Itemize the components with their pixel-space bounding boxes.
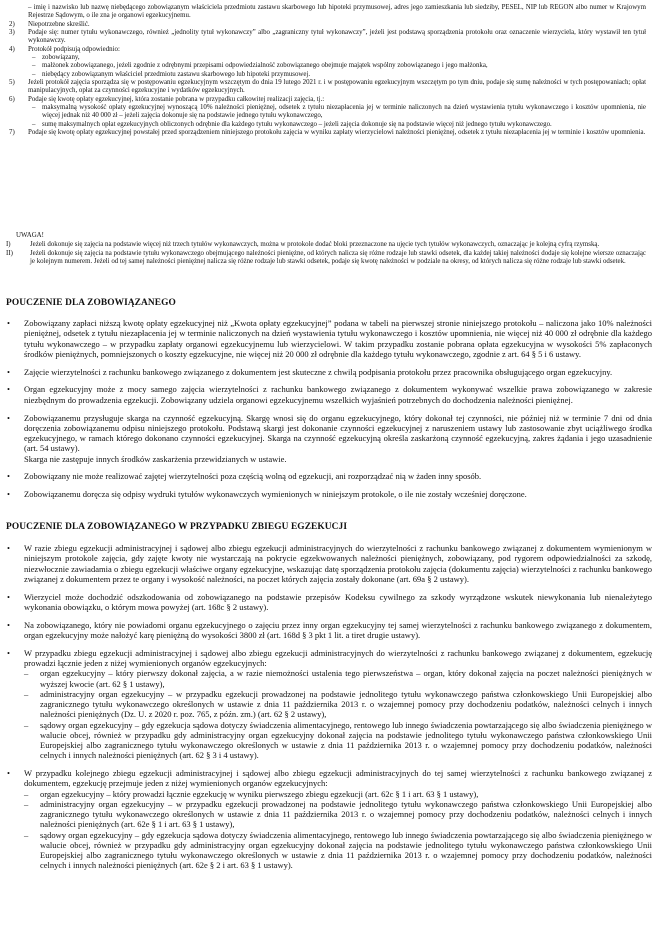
footnote-7 (6, 129, 646, 137)
paragraph: Na zobowiązanego, który nie powiadomi organu egzekucyjnego o zajęciu przez inny organ egzekucyjny tej samej wierzytelności z rachunku bankowego związanego z dokumentem, organ egzekucyjny może nałożyć karę pieniężną do wysokości 3800 zł (art. 168d § 3 pkt 1 lit. a tiret drugie ustawy). (24, 619, 652, 640)
footnote-2 (6, 21, 646, 29)
bullet-icon: • (7, 619, 10, 630)
footnote-number: 7) (9, 129, 15, 137)
concurrent-enforcement-list (6, 543, 652, 878)
notice-block (6, 232, 646, 266)
paragraph: Zobowiązanemu przysługuje skarga na czynność egzekucyjną. Skargę wnosi się do organu egzekucyjnego, który dokonał tej czynności, nie później niż w terminie 7 dni od dnia doręczenia zobowiązanemu odpisu niniejszego protokołu. Podstawą skargi jest dokonanie czynności egzekucyjnej z naruszeniem ustawy lub zastosowanie zbyt uciążliwego środka egzekucyjnego, w ramach którego dokonano czynności egzekucyjnej. Skarga na czynność egzekucyjną określa zaskarżoną czynność egzekucyjną, zakres żądania i jego uzasadnienie (art. 54 ustawy). (24, 412, 652, 454)
list-item (6, 384, 652, 405)
list-item (6, 592, 652, 613)
notice-heading: UWAGA! (16, 232, 44, 239)
footnote-1-cont (6, 4, 646, 21)
footnote-text: Niepotrzebne skreślić. (28, 20, 90, 28)
bullet-icon: • (7, 384, 10, 395)
footnote-dash-item: – zobowiązany, (32, 54, 80, 62)
paragraph: Skarga nie zastępuje innych środków zaskarżenia przewidzianych w ustawie. (24, 453, 287, 464)
paragraph: W razie zbiegu egzekucji administracyjnej i sądowej albo zbiegu egzekucji administracyjnych do wierzytelności z rachunku bankowego związanej z dokumentem wymienionym w niniejszym protokole zajęcia, gdy zajęte kwoty nie wystarczają na pokrycie egzekwowanych należności pieniężnych, zobowiązany, pod rygorem odpowiedzialności za szkodę, niezwłocznie zawiadamia o zbiegu egzekucji właściwe organy egzekucyjne, wskazując datę sporządzenia protokołu zajęcia (dokumentu zajęcia) wierzytelności z rachunku bankowego związanej z dokumentem przez te organy i wysokość należności, na poczet których zajęcia zostały dokonane (art. 69a § 2 ustawy). (24, 543, 652, 584)
footnote-3 (6, 29, 646, 46)
list-item (6, 543, 652, 584)
list-item (6, 413, 652, 464)
dash-item: – administracyjny organ egzekucyjny – w przypadku egzekucji prowadzonej na podstawie jednolitego tytułu wykonawczego państwa członkowskiego Unii Europejskiej albo zagranicznego tytułu wykonawczego określonych w ustawie z dnia 11 października 2013 r. o wzajemnej pomocy przy dochodzeniu podatków, należności celnych i innych należności pieniężnych (art. 62e § 1 i art. 63 § 1 ustawy), (24, 798, 652, 830)
paragraph: Wierzyciel może dochodzić odszkodowania od zobowiązanego na podstawie przepisów Kodeksu cywilnego za szkody wyrządzone wskutek niewykonania lub nienależytego wykonania obowiązku, o którym mowa powyżej (art. 168c § 2 ustawy). (24, 591, 652, 612)
footnote-5 (6, 79, 646, 96)
bullet-icon: • (7, 471, 10, 482)
dash-item: – administracyjny organ egzekucyjny – w przypadku egzekucji prowadzonej na podstawie jednolitego tytułu wykonawczego państwa członkowskiego Unii Europejskiej albo zagranicznego tytułu wykonawczego określonych w ustawie z dnia 11 października 2013 r. o wzajemnej pomocy przy dochodzeniu podatków, należności celnych i innych należności pieniężnych (Dz. U. z 2020 r. poz. 765, z późn. zm.) (art. 62 § 2 ustawy), (24, 688, 652, 720)
list-item (6, 318, 652, 359)
paragraph: Zobowiązany nie może realizować zajętej wierzytelności poza częścią wolną od egzekucji, ani rozporządzać nią w żaden inny sposób. (24, 471, 482, 482)
paragraph: Organ egzekucyjny może z mocy samego zajęcia wierzytelności z rachunku bankowego związanego z dokumentem wykonywać wszelkie prawa zobowiązanego w zakresie niezbędnym do prowadzenia egzekucji. Zobowiązany udziela organowi egzekucyjnemu wszelkich wyjaśnień potrzebnych do dochodzenia należności pieniężnej. (24, 384, 652, 405)
footnote-number: 2) (9, 20, 15, 28)
notice-number: I) (6, 241, 11, 249)
footnote-number: 5) (9, 79, 15, 87)
footnotes (6, 4, 646, 138)
instructions-list (6, 318, 652, 507)
list-item (6, 367, 652, 377)
footnote-number: 6) (9, 95, 15, 103)
notice-text: Jeżeli dokonuje się zajęcia na podstawie tytułu wykonawczego obejmującego należności pieniężne, od których nalicza się różne rodzaje lub stawki odsetek, dla każdej takiej należności dodaje się kolejne wiersze oznaczając je kolejnym numerem. Jeżeli od tej samej należności pieniężnej nalicza się różne rodzaje lub stawki odsetek, podaje się kwotę należności w podziale na okresy, od których nalicza się różne rodzaje lub stawki odsetek. (30, 249, 646, 265)
list-item (6, 471, 652, 481)
bullet-icon: • (7, 366, 10, 377)
footnote-text: Podaje się: numer tytułu wykonawczego, również „jednolity tytuł wykonawczy” albo „zagraniczny tytuł wykonawczy”, jeżeli jest podstawą sporządzenia protokołu oraz oznaczenie wierzyciela, który wystawił ten tytuł wykonawczy. (28, 29, 646, 45)
notice-number: II) (6, 249, 13, 257)
bullet-icon: • (7, 647, 10, 658)
paragraph: W przypadku zbiegu egzekucji administracyjnej i sądowej albo zbiegu egzekucji administracyjnych do wierzytelności z rachunku bankowego związanej z dokumentem, egzekucję prowadzi łącznie jeden z niżej wymienionych organów egzekucyjnych: (24, 647, 652, 669)
footnote-dash-item: – sumę maksymalnych opłat egzekucyjnych obliczonych odrębnie dla każdego tytułu wykonawczego – jeżeli zajęcia dokonuje się na podstawie więcej niż jednego tytułu wykonawczego. (32, 120, 552, 128)
paragraph: Zobowiązany zapłaci niższą kwotę opłaty egzekucyjnej niż „Kwota opłaty egzekucyjnej” podana w tabeli na pierwszej stronie niniejszego protokołu – naliczona jako 10% należności pieniężnej, odsetek z tytułu niezapłacenia jej w terminie naliczonych na dzień wystawienia tytułu wykonawczego i kosztów upomnienia, nie więcej niż 40 000 zł odrębnie dla każdego tytułu wykonawczego – w przypadku zapłaty organowi egzekucyjnemu lub wierzycielowi. W takim przypadku zostanie pobrana opłata egzekucyjna w wysokości 5% zapłaconych środków pieniężnych, pomniejszonych o koszty egzekucyjne, nie więcej niż 20 000 zł odrębnie dla każdego tytułu wykonawczego, zgodnie z art. 64 § 5 i 6 ustawy. (24, 318, 652, 359)
footnote-4 (6, 46, 646, 79)
footnote-text: Protokół podpisują odpowiednio: (28, 45, 120, 53)
bullet-icon: • (7, 543, 10, 553)
notice-item (6, 241, 646, 249)
paragraph: Zobowiązanemu doręcza się odpisy wydruki tytułów wykonawczych wymienionych w niniejszym protokole, o ile nie zostały wcześniej doręczone. (24, 489, 527, 500)
bullet-icon: • (7, 591, 10, 602)
list-item (6, 620, 652, 641)
footnote-dash-item: – niebędący zobowiązanym właściciel przedmiotu zastawu skarbowego lub hipoteki przymusowej. (32, 70, 311, 78)
dash-item: – organ egzekucyjny – który prowadzi łącznie egzekucję w wyniku pierwszego zbiegu egzekucji (art. 62c § 1 i art. 63 § 1 ustawy), (24, 788, 479, 799)
list-item (6, 648, 652, 761)
list-item (6, 768, 652, 871)
footnote-number: 3) (9, 29, 15, 37)
bullet-icon: • (7, 768, 10, 779)
bullet-icon: • (7, 318, 10, 328)
footnote-text: Podaje się kwotę opłaty egzekucyjnej, która zostanie pobrana w przypadku całkowitej realizacji zajęcia, tj.: (28, 95, 325, 103)
footnote-6 (6, 96, 646, 129)
dash-item: – sądowy organ egzekucyjny – gdy egzekucja sądowa dotyczy świadczenia alimentacyjnego, rentowego lub innego świadczenia powtarzającego się albo świadczenia pieniężnego w walucie obcej, również w przypadku gdy administracyjny organ egzekucyjny dokonał zajęcia na podstawie jednolitego tytułu wykonawczego państwa członkowskiego Unii Europejskiej albo zagranicznego tytułu wykonawczego określonych w ustawie z dnia 11 października 2013 r. o wzajemnej pomocy przy dochodzeniu podatków, należności celnych i innych należności pieniężnych (art. 62e § 2 i art. 63 § 1 ustawy). (24, 829, 652, 871)
footnote-text: Jeżeli protokół zajęcia sporządza się w postępowaniu egzekucyjnym wszczętym do dnia 19 lutego 2021 r. i w postępowaniu egzekucyjnym wszczętym po tym dniu, podaje się sumę należności w tych postępowaniach; opłat manipulacyjnych, opłat za czynności egzekucyjne i wydatków egzekucyjnych. (28, 79, 646, 95)
section-heading-concurrent-enforcement: POUCZENIE DLA ZOBOWIĄZANEGO W PRZYPADKU ZBIEGU EGZEKUCJI (6, 522, 348, 532)
footnote-number: 4) (9, 45, 15, 53)
list-item (6, 489, 652, 499)
footnote-dash-item: – maksymalną wysokość opłaty egzekucyjnej wynoszącą 10% należności pieniężnej, odsetek z tytułu niezapłacenia jej w terminie naliczonych na dzień wystawienia tytułu wykonawczego i kosztów upomnienia, nie więcej jednak niż 40 000 zł – jeżeli zajęcia dokonuje się na podstawie jednego tytułu wykonawczego, (32, 104, 646, 120)
footnote-number (6, 4, 28, 21)
bullet-icon: • (7, 412, 10, 423)
footnote-text: Podaje się kwotę opłaty egzekucyjnej powstałej przed sporządzeniem niniejszego protokołu zajęcia w wyniku zapłaty wierzycielowi należności pieniężnej, odsetek z tytułu niezapłacenia jej w terminie i kosztów upomnienia. (28, 129, 646, 137)
footnote-text: – imię i nazwisko lub nazwę niebędącego zobowiązanym właściciela przedmiotu zastawu skarbowego lub hipoteki przymusowej, adres jego zamieszkania lub siedziby, PESEL, NIP lub REGON albo numer w Krajowym Rejestrze Sądowym, o ile zna je organowi egzekucyjnemu. (28, 4, 646, 20)
paragraph: Zajęcie wierzytelności z rachunku bankowego związanego z dokumentem jest skuteczne z chwilą podpisania protokołu przez pracownika obsługującego organ egzekucyjny. (24, 366, 613, 377)
notice-text: Jeżeli dokonuje się zajęcia na podstawie więcej niż trzech tytułów wykonawczych, można w protokole dodać bloki przeznaczone na ujęcie tych tytułów wykonawczych, oznaczając je kolejną cyfrą rzymską. (30, 241, 600, 249)
section-heading-instructions: POUCZENIE DLA ZOBOWIĄZANEGO (6, 298, 176, 308)
notice-item (6, 250, 646, 267)
dash-item: – sądowy organ egzekucyjny – gdy egzekucja sądowa dotyczy świadczenia alimentacyjnego, rentowego lub innego świadczenia powtarzającego się albo świadczenia pieniężnego w walucie obcej, również w przypadku gdy administracyjny organ egzekucyjny dokonał zajęcia na podstawie jednolitego tytułu wykonawczego państwa członkowskiego Unii Europejskiej albo zagranicznego tytułu wykonawczego określonych w ustawie z dnia 11 października 2013 r. o wzajemnej pomocy przy dochodzeniu podatków, należności celnych i innych należności pieniężnych (art. 62 § 3 i 4 ustawy). (24, 719, 652, 761)
dash-item: – organ egzekucyjny – który pierwszy dokonał zajęcia, a w razie niemożności ustalenia tego pierwszeństwa – organ, który dokonał zajęcia na poczet należności pieniężnych w wyższej kwocie (art. 62 § 1 ustawy), (24, 668, 652, 689)
footnote-dash-item: – małżonek zobowiązanego, jeżeli zgodnie z odrębnymi przepisami odpowiedzialność zobowiązanego obejmuje majątek wspólny zobowiązanego i jego małżonka, (32, 62, 488, 70)
paragraph: W przypadku kolejnego zbiegu egzekucji administracyjnej i sądowej albo zbiegu egzekucji administracyjnych do tej samej wierzytelności z rachunku bankowego związanej z dokumentem, egzekucję przejmuje jeden z niżej wymienionych organów egzekucyjnych: (24, 768, 652, 789)
bullet-icon: • (7, 489, 10, 500)
